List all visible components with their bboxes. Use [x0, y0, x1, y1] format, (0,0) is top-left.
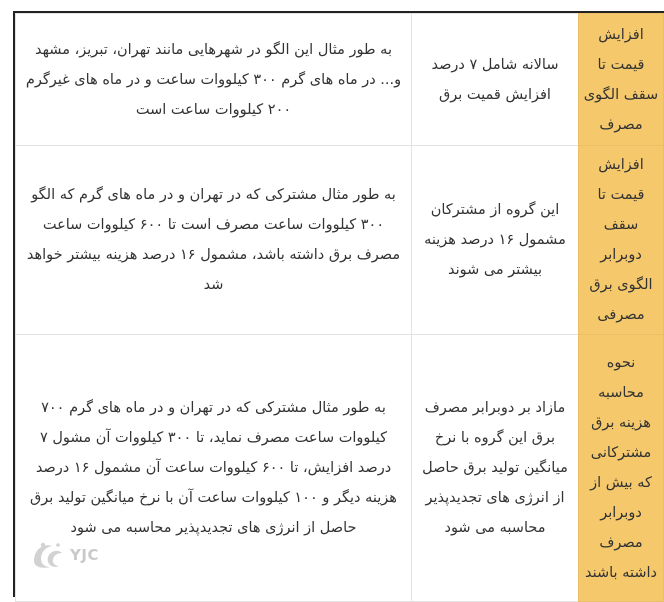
row-example: به طور مثال مشترکی که در تهران و در ماه های گرم ۷۰۰ کیلووات ساعت مصرف نماید، تا ۳۰۰ کیلووات آن مشول ۷ درصد افزایش، تا ۶۰۰ کیلووات ساعت آن مشمول ۱۶ درصد هزینه دیگر و ۱۰۰ کیلووات ساعت آن با نرخ میانگین تولید برق حاصل از انرژی های تجدیدپذیر محاسبه می شود [16, 335, 412, 602]
row-heading: افزایش قیمت تا سقف دوبرابر الگوی برق مصرفی [579, 146, 664, 335]
electricity-pricing-table [15, 13, 664, 602]
row-heading: افزایش قیمت تا سقف الگوی مصرف [579, 14, 664, 146]
row-heading: نحوه محاسبه هزینه برق مشترکانی که بیش از دوبرابر مصرف داشته باشند [579, 335, 664, 602]
watermark-text: YJC [70, 546, 99, 564]
row-description: سالانه شامل ۷ درصد افزایش قمیت برق [412, 14, 579, 146]
table-row [16, 335, 664, 602]
yjc-logo-icon [28, 537, 68, 573]
row-description: این گروه از مشترکان مشمول ۱۶ درصد هزینه بیشتر می شوند [412, 146, 579, 335]
row-example: به طور مثال مشترکی که در تهران و در ماه های گرم که الگو ۳۰۰ کیلووات ساعت مصرف است تا ۶۰۰ کیلووات ساعت مصرف برق داشته باشد، مشمول ۱۶ درصد هزینه بیشتر خواهد شد [16, 146, 412, 335]
row-example: به طور مثال این الگو در شهرهایی مانند تهران، تبریز، مشهد و... در ماه های گرم ۳۰۰ کیلووات ساعت و در ماه های غیرگرم ۲۰۰ کیلووات ساعت است [16, 14, 412, 146]
table-row [16, 14, 664, 146]
table-row [16, 146, 664, 335]
row-description: مازاد بر دوبرابر مصرف برق این گروه با نرخ میانگین تولید برق حاصل از انرژی های تجدیدپذیر محاسبه می شود [412, 335, 579, 602]
watermark [28, 537, 108, 573]
